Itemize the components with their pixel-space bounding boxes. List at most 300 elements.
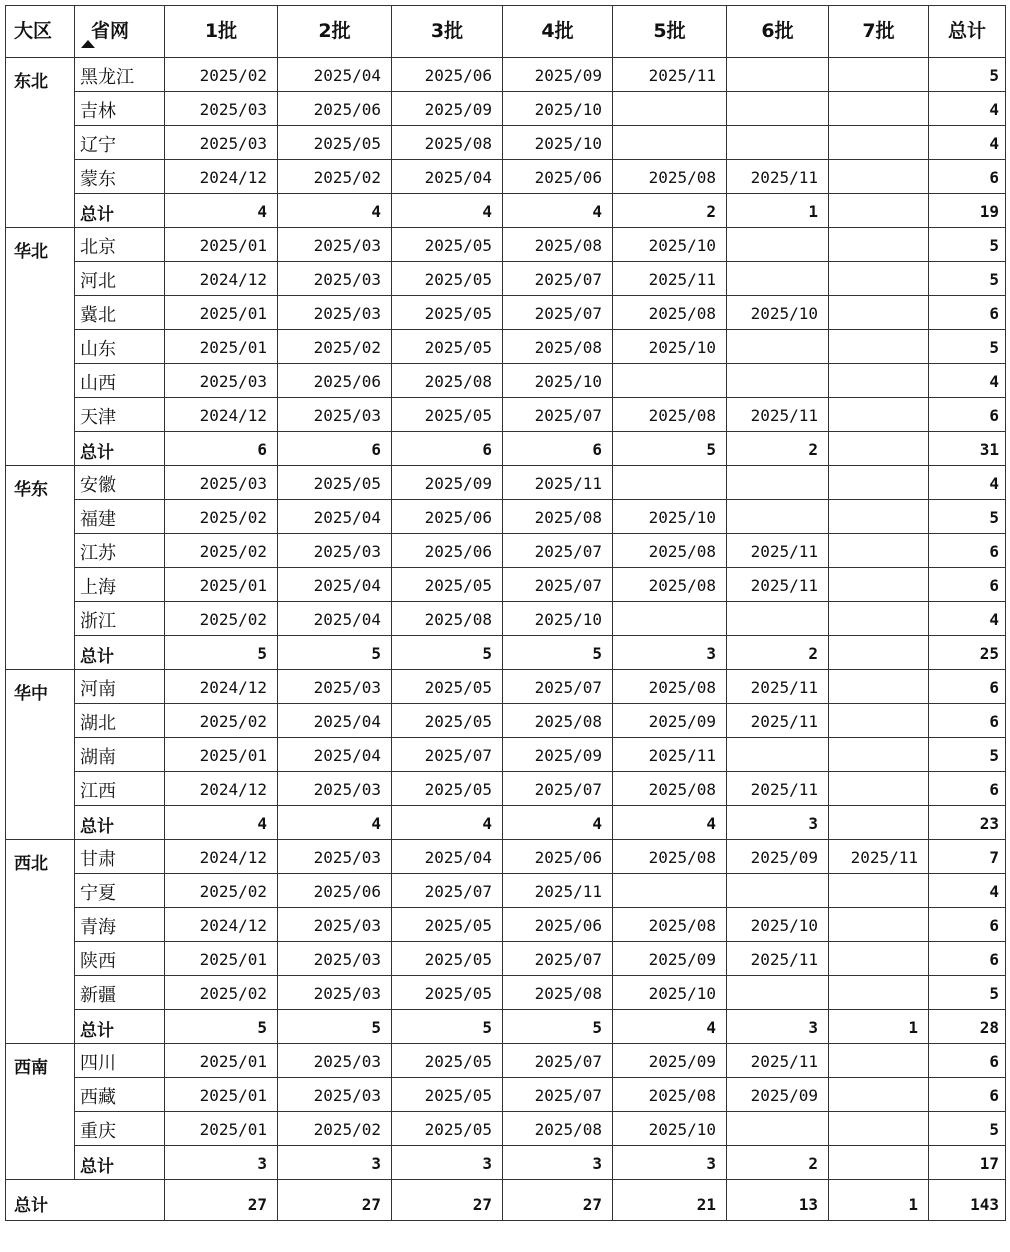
subtotal-cell: 5 [165, 636, 278, 670]
subtotal-cell [829, 194, 929, 228]
batch-date-cell: 2025/01 [165, 942, 278, 976]
batch-date-cell: 2025/09 [727, 840, 829, 874]
batch-date-cell [613, 126, 727, 160]
batch-date-cell: 2025/07 [503, 398, 613, 432]
batch-date-cell [829, 908, 929, 942]
batch-date-cell: 2025/07 [503, 1078, 613, 1112]
batch-date-cell [727, 330, 829, 364]
batch-date-cell [829, 364, 929, 398]
batch-date-cell: 2025/06 [392, 58, 503, 92]
batch-date-cell: 2025/07 [503, 670, 613, 704]
batch-date-cell: 2025/05 [392, 1044, 503, 1078]
batch-date-cell: 2025/10 [503, 364, 613, 398]
table-row [6, 942, 1006, 976]
subtotal-total-cell: 25 [929, 636, 1006, 670]
subtotal-row [6, 194, 1006, 228]
subtotal-label: 总计 [75, 636, 165, 670]
row-total-cell: 5 [929, 228, 1006, 262]
subtotal-cell: 5 [503, 636, 613, 670]
batch-date-cell: 2025/01 [165, 330, 278, 364]
batch-date-cell: 2025/03 [278, 262, 392, 296]
batch-date-cell: 2025/02 [165, 704, 278, 738]
batch-date-cell [829, 704, 929, 738]
province-cell: 山东 [75, 330, 165, 364]
subtotal-cell [829, 432, 929, 466]
batch-date-cell: 2025/08 [613, 908, 727, 942]
batch-date-cell [613, 874, 727, 908]
batch-date-cell: 2025/10 [613, 330, 727, 364]
batch-date-cell: 2025/08 [613, 568, 727, 602]
subtotal-label: 总计 [75, 806, 165, 840]
batch-date-cell: 2025/08 [613, 398, 727, 432]
subtotal-total-cell: 17 [929, 1146, 1006, 1180]
row-total-cell: 6 [929, 296, 1006, 330]
batch-date-cell: 2025/11 [727, 704, 829, 738]
batch-date-cell: 2025/05 [392, 228, 503, 262]
region-cell: 华北 [6, 228, 75, 466]
batch-date-cell [613, 364, 727, 398]
subtotal-cell: 5 [613, 432, 727, 466]
pivot-table-container [5, 5, 1006, 1221]
batch-date-cell [829, 568, 929, 602]
batch-date-cell: 2024/12 [165, 772, 278, 806]
subtotal-cell [829, 806, 929, 840]
subtotal-cell: 3 [727, 806, 829, 840]
subtotal-label: 总计 [75, 1146, 165, 1180]
batch-date-cell: 2025/09 [727, 1078, 829, 1112]
batch-date-cell [829, 1112, 929, 1146]
batch-date-cell [613, 92, 727, 126]
subtotal-cell: 5 [392, 1010, 503, 1044]
batch-date-cell [829, 738, 929, 772]
batch-date-cell: 2025/09 [503, 58, 613, 92]
batch-date-cell: 2025/04 [278, 704, 392, 738]
batch-date-cell: 2025/01 [165, 568, 278, 602]
batch-date-cell: 2025/03 [278, 942, 392, 976]
batch-date-cell: 2025/11 [727, 942, 829, 976]
batch-date-cell: 2025/07 [503, 568, 613, 602]
grand-total-cell: 27 [392, 1180, 503, 1221]
region-cell: 华东 [6, 466, 75, 670]
subtotal-cell [829, 636, 929, 670]
batch-date-cell: 2025/03 [165, 466, 278, 500]
subtotal-row [6, 1010, 1006, 1044]
batch-date-cell [829, 772, 929, 806]
row-total-cell: 4 [929, 126, 1006, 160]
row-total-cell: 5 [929, 58, 1006, 92]
province-cell: 湖南 [75, 738, 165, 772]
table-row [6, 160, 1006, 194]
table-row [6, 534, 1006, 568]
batch-6-column-header[interactable]: 6批 [727, 6, 829, 58]
batch-date-cell: 2025/05 [392, 330, 503, 364]
batch-date-cell: 2025/11 [727, 1044, 829, 1078]
subtotal-cell: 2 [727, 432, 829, 466]
batch-date-cell: 2025/05 [392, 1112, 503, 1146]
batch-date-cell: 2025/10 [727, 908, 829, 942]
table-row [6, 398, 1006, 432]
batch-date-cell: 2025/02 [278, 330, 392, 364]
subtotal-cell: 2 [727, 636, 829, 670]
batch-date-cell: 2025/03 [278, 228, 392, 262]
table-row [6, 92, 1006, 126]
batch-date-cell: 2025/11 [727, 568, 829, 602]
batch-4-column-header[interactable]: 4批 [503, 6, 613, 58]
batch-date-cell: 2025/05 [392, 568, 503, 602]
batch-date-cell: 2025/07 [503, 534, 613, 568]
subtotal-cell: 4 [278, 194, 392, 228]
region-cell: 华中 [6, 670, 75, 840]
batch-date-cell: 2025/03 [165, 92, 278, 126]
batch-date-cell: 2025/11 [613, 58, 727, 92]
batch-date-cell [727, 1112, 829, 1146]
batch-date-cell: 2025/09 [392, 92, 503, 126]
batch-date-cell: 2025/03 [278, 772, 392, 806]
batch-date-cell: 2025/02 [165, 602, 278, 636]
batch-date-cell: 2025/09 [613, 942, 727, 976]
batch-date-cell [727, 228, 829, 262]
subtotal-row [6, 636, 1006, 670]
batch-date-cell: 2025/01 [165, 1078, 278, 1112]
batch-date-cell [829, 228, 929, 262]
batch-date-cell: 2025/03 [165, 126, 278, 160]
row-total-cell: 4 [929, 466, 1006, 500]
batch-date-cell: 2025/05 [392, 976, 503, 1010]
batch-date-cell: 2024/12 [165, 398, 278, 432]
batch-date-cell: 2025/10 [613, 500, 727, 534]
batch-date-cell [829, 1078, 929, 1112]
subtotal-cell: 4 [392, 806, 503, 840]
sort-ascending-icon[interactable] [81, 40, 95, 48]
row-total-cell: 7 [929, 840, 1006, 874]
batch-date-cell [727, 262, 829, 296]
subtotal-cell: 6 [503, 432, 613, 466]
table-row [6, 568, 1006, 602]
batch-date-cell [829, 976, 929, 1010]
batch-date-cell: 2025/11 [727, 772, 829, 806]
table-row [6, 602, 1006, 636]
row-total-cell: 6 [929, 704, 1006, 738]
subtotal-cell: 6 [392, 432, 503, 466]
batch-date-cell: 2025/02 [278, 1112, 392, 1146]
batch-date-cell: 2025/08 [392, 364, 503, 398]
batch-date-cell: 2025/05 [392, 262, 503, 296]
batch-date-cell: 2025/03 [278, 1078, 392, 1112]
batch-date-cell: 2024/12 [165, 840, 278, 874]
table-row [6, 296, 1006, 330]
batch-date-cell: 2025/05 [392, 296, 503, 330]
batch-date-cell: 2025/01 [165, 738, 278, 772]
row-total-cell: 6 [929, 534, 1006, 568]
grand-total-overall: 143 [929, 1180, 1006, 1221]
batch-date-cell: 2025/05 [392, 908, 503, 942]
subtotal-cell: 5 [278, 636, 392, 670]
table-row [6, 500, 1006, 534]
row-total-cell: 5 [929, 500, 1006, 534]
region-cell: 西北 [6, 840, 75, 1044]
batch-date-cell: 2025/05 [278, 466, 392, 500]
batch-date-cell: 2025/11 [727, 160, 829, 194]
batch-date-cell: 2025/10 [613, 1112, 727, 1146]
batch-date-cell: 2025/08 [503, 500, 613, 534]
batch-date-cell [727, 126, 829, 160]
batch-date-cell [829, 126, 929, 160]
table-row [6, 908, 1006, 942]
batch-date-cell: 2025/06 [392, 534, 503, 568]
subtotal-cell: 4 [165, 806, 278, 840]
batch-date-cell: 2025/05 [392, 942, 503, 976]
batch-date-cell [829, 466, 929, 500]
province-cell: 重庆 [75, 1112, 165, 1146]
row-total-cell: 6 [929, 942, 1006, 976]
subtotal-cell: 2 [727, 1146, 829, 1180]
batch-date-cell: 2025/08 [613, 160, 727, 194]
batch-date-cell [829, 602, 929, 636]
batch-date-cell [829, 262, 929, 296]
batch-date-cell: 2025/02 [165, 874, 278, 908]
batch-date-cell: 2025/02 [278, 160, 392, 194]
table-row [6, 228, 1006, 262]
province-cell: 吉林 [75, 92, 165, 126]
subtotal-cell: 4 [503, 806, 613, 840]
batch-date-cell [727, 738, 829, 772]
province-column-header[interactable] [75, 6, 165, 58]
province-cell: 青海 [75, 908, 165, 942]
subtotal-cell: 4 [392, 194, 503, 228]
batch-date-cell: 2025/08 [392, 126, 503, 160]
batch-date-cell: 2025/05 [392, 1078, 503, 1112]
subtotal-cell: 3 [392, 1146, 503, 1180]
batch-date-cell: 2025/10 [613, 228, 727, 262]
province-cell: 北京 [75, 228, 165, 262]
batch-date-cell: 2025/08 [613, 840, 727, 874]
batch-date-cell: 2025/01 [165, 1112, 278, 1146]
batch-date-cell: 2025/02 [165, 534, 278, 568]
batch-date-cell: 2025/03 [165, 364, 278, 398]
subtotal-label: 总计 [75, 1010, 165, 1044]
batch-7-column-header[interactable]: 7批 [829, 6, 929, 58]
province-cell: 甘肃 [75, 840, 165, 874]
batch-date-cell: 2025/08 [503, 704, 613, 738]
province-cell: 福建 [75, 500, 165, 534]
batch-date-cell: 2024/12 [165, 908, 278, 942]
subtotal-cell [829, 1146, 929, 1180]
batch-date-cell: 2025/06 [278, 92, 392, 126]
subtotal-total-cell: 28 [929, 1010, 1006, 1044]
subtotal-total-cell: 19 [929, 194, 1006, 228]
subtotal-cell: 3 [613, 1146, 727, 1180]
grand-total-label: 总计 [6, 1180, 165, 1221]
row-total-cell: 6 [929, 772, 1006, 806]
batch-date-cell: 2025/10 [503, 126, 613, 160]
subtotal-cell: 5 [392, 636, 503, 670]
batch-date-cell: 2025/07 [503, 1044, 613, 1078]
batch-date-cell: 2025/07 [503, 772, 613, 806]
batch-date-cell: 2025/05 [278, 126, 392, 160]
batch-date-cell [829, 58, 929, 92]
batch-date-cell: 2025/02 [165, 500, 278, 534]
subtotal-cell: 5 [165, 1010, 278, 1044]
batch-date-cell: 2025/11 [503, 466, 613, 500]
row-total-cell: 5 [929, 976, 1006, 1010]
batch-date-cell [727, 500, 829, 534]
row-total-cell: 5 [929, 330, 1006, 364]
batch-date-cell: 2025/06 [278, 874, 392, 908]
province-cell: 浙江 [75, 602, 165, 636]
subtotal-total-cell: 23 [929, 806, 1006, 840]
subtotal-row [6, 1146, 1006, 1180]
batch-date-cell: 2025/01 [165, 296, 278, 330]
province-cell: 宁夏 [75, 874, 165, 908]
batch-date-cell: 2025/07 [392, 874, 503, 908]
batch-date-cell: 2025/11 [727, 398, 829, 432]
row-total-cell: 4 [929, 874, 1006, 908]
subtotal-cell: 5 [503, 1010, 613, 1044]
batch-date-cell: 2025/07 [503, 942, 613, 976]
batch-date-cell [727, 466, 829, 500]
batch-date-cell: 2025/09 [613, 704, 727, 738]
subtotal-cell: 3 [503, 1146, 613, 1180]
batch-date-cell: 2025/09 [613, 1044, 727, 1078]
province-cell: 安徽 [75, 466, 165, 500]
batch-date-cell: 2025/10 [503, 602, 613, 636]
batch-date-cell: 2025/06 [278, 364, 392, 398]
province-cell: 辽宁 [75, 126, 165, 160]
batch-date-cell [829, 874, 929, 908]
table-row [6, 1078, 1006, 1112]
batch-date-cell [829, 92, 929, 126]
grand-total-row [6, 1180, 1006, 1221]
region-cell: 西南 [6, 1044, 75, 1180]
province-cell: 河北 [75, 262, 165, 296]
row-total-cell: 5 [929, 738, 1006, 772]
grand-total-cell: 27 [165, 1180, 278, 1221]
table-row [6, 772, 1006, 806]
total-column-header[interactable]: 总计 [929, 6, 1006, 58]
province-cell: 山西 [75, 364, 165, 398]
batch-date-cell: 2025/01 [165, 228, 278, 262]
batch-date-cell: 2025/03 [278, 840, 392, 874]
batch-date-cell: 2025/04 [278, 568, 392, 602]
batch-date-cell: 2025/09 [503, 738, 613, 772]
batch-date-cell: 2025/08 [503, 228, 613, 262]
batch-date-cell: 2025/04 [278, 500, 392, 534]
batch-date-cell: 2025/03 [278, 976, 392, 1010]
batch-date-cell [829, 670, 929, 704]
grand-total-cell: 27 [278, 1180, 392, 1221]
region-column-header[interactable]: 大区 [6, 6, 75, 58]
row-total-cell: 4 [929, 92, 1006, 126]
batch-date-cell: 2025/07 [503, 296, 613, 330]
subtotal-cell: 5 [278, 1010, 392, 1044]
row-total-cell: 5 [929, 262, 1006, 296]
province-cell: 冀北 [75, 296, 165, 330]
table-row [6, 466, 1006, 500]
province-cell: 河南 [75, 670, 165, 704]
province-cell: 蒙东 [75, 160, 165, 194]
batch-date-cell: 2025/04 [278, 58, 392, 92]
batch-date-cell [829, 330, 929, 364]
batch-date-cell: 2025/10 [727, 296, 829, 330]
province-cell: 陕西 [75, 942, 165, 976]
subtotal-cell: 6 [165, 432, 278, 466]
table-row [6, 670, 1006, 704]
batch-date-cell: 2025/08 [392, 602, 503, 636]
batch-date-cell: 2025/03 [278, 296, 392, 330]
batch-date-cell: 2025/11 [613, 262, 727, 296]
batch-date-cell [829, 296, 929, 330]
batch-date-cell: 2025/11 [727, 534, 829, 568]
row-total-cell: 6 [929, 1078, 1006, 1112]
row-total-cell: 6 [929, 670, 1006, 704]
row-total-cell: 4 [929, 602, 1006, 636]
batch-date-cell: 2025/05 [392, 704, 503, 738]
batch-date-cell: 2025/08 [503, 330, 613, 364]
table-row [6, 58, 1006, 92]
batch-date-cell: 2025/06 [503, 840, 613, 874]
batch-date-cell: 2025/05 [392, 772, 503, 806]
subtotal-cell: 6 [278, 432, 392, 466]
province-cell: 天津 [75, 398, 165, 432]
province-cell: 新疆 [75, 976, 165, 1010]
batch-date-cell: 2025/08 [613, 670, 727, 704]
batch-1-column-header[interactable]: 1批 [165, 6, 278, 58]
table-row [6, 262, 1006, 296]
batch-2-column-header[interactable]: 2批 [278, 6, 392, 58]
subtotal-cell: 4 [165, 194, 278, 228]
subtotal-total-cell: 31 [929, 432, 1006, 466]
batch-date-cell: 2025/03 [278, 534, 392, 568]
batch-date-cell [727, 364, 829, 398]
batch-date-cell: 2025/08 [613, 296, 727, 330]
batch-date-cell: 2025/08 [613, 772, 727, 806]
batch-date-cell [829, 398, 929, 432]
batch-date-cell: 2025/11 [503, 874, 613, 908]
batch-date-cell: 2025/03 [278, 670, 392, 704]
province-cell: 上海 [75, 568, 165, 602]
province-cell: 江西 [75, 772, 165, 806]
batch-date-cell: 2025/05 [392, 398, 503, 432]
subtotal-row [6, 806, 1006, 840]
batch-date-cell [727, 976, 829, 1010]
batch-date-cell [829, 160, 929, 194]
grand-total-cell: 1 [829, 1180, 929, 1221]
row-total-cell: 6 [929, 1044, 1006, 1078]
table-row [6, 704, 1006, 738]
batch-date-cell: 2025/07 [392, 738, 503, 772]
table-row [6, 330, 1006, 364]
batch-date-cell [727, 602, 829, 636]
province-cell: 四川 [75, 1044, 165, 1078]
batch-date-cell: 2025/01 [165, 1044, 278, 1078]
batch-date-cell: 2025/02 [165, 976, 278, 1010]
batch-date-cell: 2024/12 [165, 262, 278, 296]
grand-total-cell: 27 [503, 1180, 613, 1221]
subtotal-cell: 4 [613, 1010, 727, 1044]
batch-date-cell [829, 942, 929, 976]
grand-total-cell: 21 [613, 1180, 727, 1221]
batch-date-cell [829, 534, 929, 568]
batch-date-cell: 2025/09 [392, 466, 503, 500]
grand-total-cell: 13 [727, 1180, 829, 1221]
batch-3-column-header[interactable]: 3批 [392, 6, 503, 58]
pivot-table [5, 5, 1006, 1221]
row-total-cell: 6 [929, 568, 1006, 602]
batch-date-cell: 2025/06 [503, 908, 613, 942]
batch-date-cell [613, 466, 727, 500]
batch-5-column-header[interactable]: 5批 [613, 6, 727, 58]
row-total-cell: 4 [929, 364, 1006, 398]
